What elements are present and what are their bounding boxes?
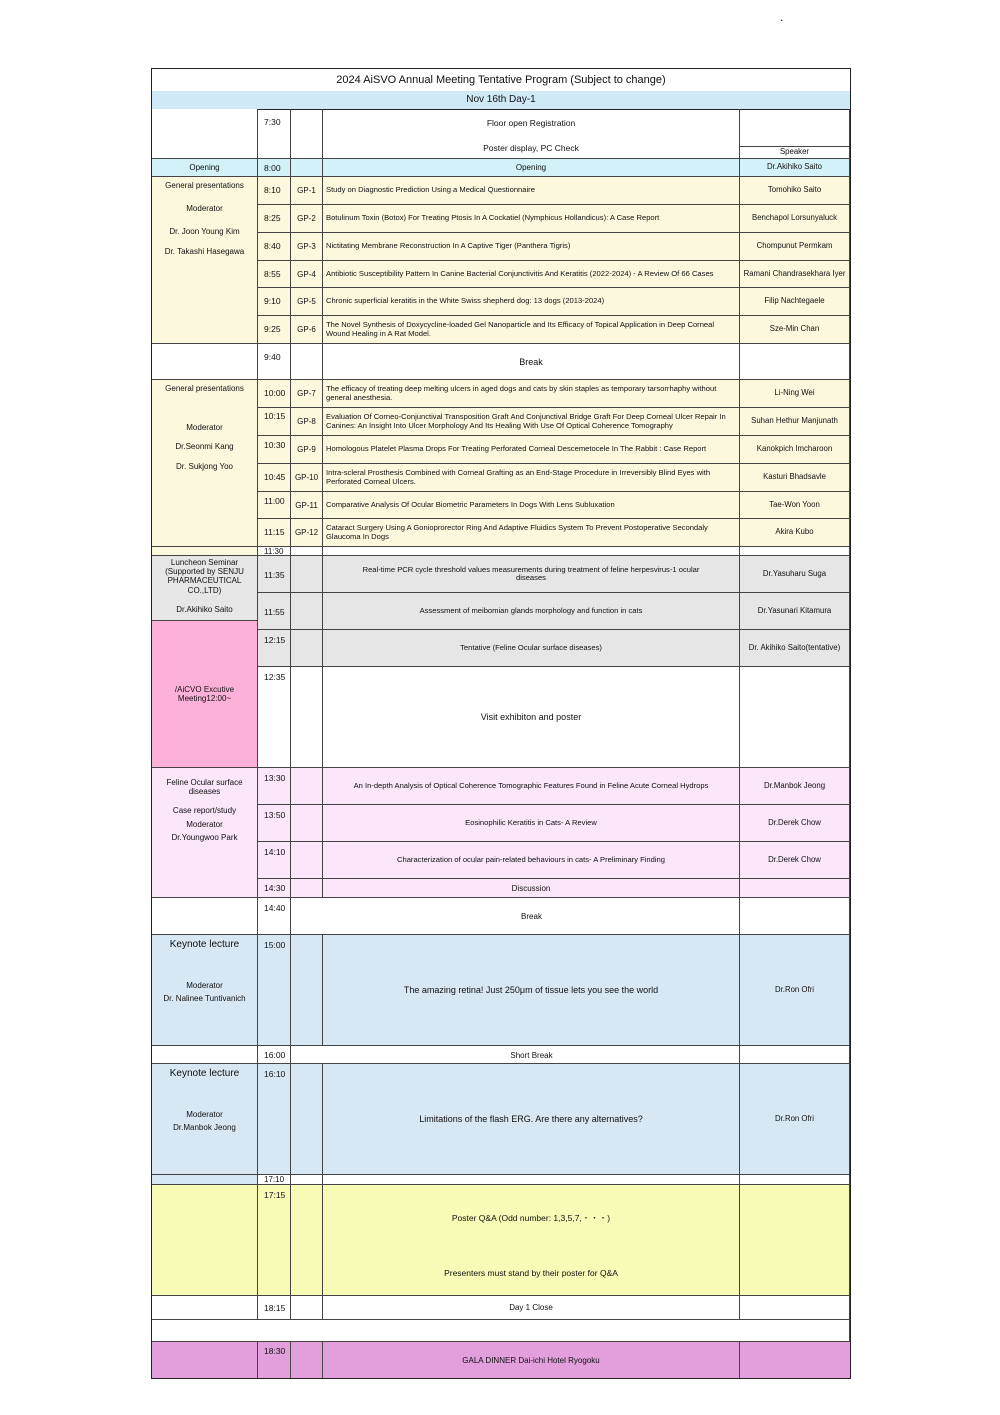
talk-title: Comparative Analysis Of Ocular Biometric Parameters In Dogs With Lens Subluxation bbox=[323, 492, 740, 519]
talk-title: Chronic superficial keratitis in the White Swiss shepherd dog: 13 dogs (2013-2024) bbox=[323, 288, 740, 316]
poster-line1: Poster Q&A (Odd number: 1,3,5,7,・・・) bbox=[451, 1213, 611, 1223]
talk-title: Study on Diagnostic Prediction Using a Medical Questionnaire bbox=[323, 177, 740, 205]
keynote1-label bbox=[152, 935, 258, 1046]
break-title: Break bbox=[521, 912, 542, 921]
session-subtype: Case report/study bbox=[172, 806, 237, 816]
code-cell bbox=[291, 1175, 323, 1185]
time-cell: 15:00 bbox=[258, 935, 291, 1046]
program-table bbox=[151, 68, 851, 1379]
session1-label bbox=[152, 177, 258, 344]
registration-label-cell bbox=[152, 109, 258, 159]
opening-speaker: Dr.Akihiko Saito bbox=[740, 159, 850, 177]
talk-speaker: Kasturi Bhadsavle bbox=[740, 464, 850, 492]
poster-label-cell bbox=[152, 1185, 258, 1296]
talk-code: GP-8 bbox=[291, 408, 323, 436]
code-cell bbox=[291, 556, 323, 593]
code-cell bbox=[291, 109, 323, 159]
time-cell: 16:10 bbox=[258, 1064, 291, 1175]
talk-title: Eosinophilic Keratitis in Cats- A Review bbox=[323, 805, 740, 842]
visit-title: Visit exhibiton and poster bbox=[323, 667, 740, 768]
session2-label bbox=[152, 380, 258, 547]
moderator-heading: Moderator bbox=[186, 980, 223, 990]
talk-code: GP-10 bbox=[291, 464, 323, 492]
gap-label-cell bbox=[152, 1175, 258, 1185]
speaker-cell-empty bbox=[740, 1185, 850, 1296]
speaker-cell-empty bbox=[740, 1296, 850, 1320]
talk-title: Nictitating Membrane Reconstruction In A Captive Tiger (Panthera Tigris) bbox=[323, 233, 740, 261]
speaker-cell-empty bbox=[740, 1046, 850, 1064]
time-cell: 10:00 bbox=[258, 380, 291, 408]
talk-speaker: Suhan Hethur Manjunath bbox=[740, 408, 850, 436]
time-cell: 10:15 bbox=[258, 408, 291, 436]
code-cell bbox=[291, 805, 323, 842]
time-cell: 16:00 bbox=[258, 1046, 291, 1064]
code-cell bbox=[291, 1064, 323, 1175]
keynote-heading: Keynote lecture bbox=[169, 939, 240, 950]
code-cell bbox=[291, 630, 323, 667]
talk-speaker: Sze-Min Chan bbox=[740, 316, 850, 344]
moderator-name: Dr.Seonmi Kang bbox=[175, 442, 234, 452]
break-label-cell bbox=[152, 1046, 258, 1064]
registration-line1: Floor open Registration bbox=[486, 118, 576, 128]
code-cell bbox=[291, 1185, 323, 1296]
moderator-name: Dr. Nalinee Tuntivanich bbox=[163, 993, 246, 1003]
executive-meeting-label: /AiCVO Excutive Meeting12:00~ bbox=[152, 621, 258, 768]
break-title: Break bbox=[323, 344, 740, 380]
talk-title: Homologous Platelet Plasma Drops For Treating Perforated Corneal Descemetocele In The Rabbit : Case Report bbox=[323, 436, 740, 464]
code-cell bbox=[291, 1342, 323, 1378]
time-cell: 10:30 bbox=[258, 436, 291, 464]
talk-speaker: Ramani Chandrasekhara Iyer bbox=[740, 261, 850, 288]
moderator-heading: Moderator bbox=[186, 423, 223, 433]
talk-speaker: Dr. Akihiko Saito(tentative) bbox=[740, 630, 850, 667]
talk-code: GP-3 bbox=[291, 233, 323, 261]
speaker-cell-empty bbox=[740, 344, 850, 380]
talk-title: Botulinum Toxin (Botox) For Treating Ptosis In A Cockatiel (Nymphicus Hollandicus): A Case Report bbox=[323, 205, 740, 233]
discussion-title: Discussion bbox=[323, 879, 740, 898]
talk-title: Characterization of ocular pain-related behaviours in cats- A Preliminary Finding bbox=[323, 842, 740, 879]
time-cell: 14:10 bbox=[258, 842, 291, 879]
time-cell: 14:40 bbox=[258, 898, 291, 935]
keynote2-title: Limitations of the flash ERG. Are there any alternatives? bbox=[323, 1064, 740, 1175]
speaker-cell-empty bbox=[740, 898, 850, 935]
time-cell: 9:25 bbox=[258, 316, 291, 344]
talk-speaker: Dr.Derek Chow bbox=[740, 842, 850, 879]
speaker-cell-empty bbox=[740, 547, 850, 556]
talk-speaker: Dr.Yasunari Kitamura bbox=[740, 593, 850, 630]
day-header: Nov 16th Day-1 bbox=[152, 91, 850, 110]
code-cell bbox=[291, 593, 323, 630]
program-title: 2024 AiSVO Annual Meeting Tentative Program (Subject to change) bbox=[152, 69, 850, 92]
registration-title-cell bbox=[323, 109, 740, 159]
code-cell bbox=[291, 879, 323, 898]
code-cell bbox=[291, 159, 323, 177]
moderator-name: Dr. Joon Young Kim bbox=[169, 227, 240, 237]
time-cell: 11:00 bbox=[258, 492, 291, 519]
close-title: Day 1 Close bbox=[323, 1296, 740, 1320]
talk-title: The efficacy of treating deep melting ulcers in aged dogs and cats by skin staples as temporary tarsorrhaphy without general anesthesia. bbox=[323, 380, 740, 408]
talk-title: Intra-scleral Prosthesis Combined with Corneal Grafting as an End-Stage Procedure in Irreversibly Blind Eyes with Perforated Corneal Ulcers. bbox=[323, 464, 740, 492]
luncheon-label bbox=[152, 556, 258, 621]
talk-title: Evaluation Of Corneo-Conjunctival Transposition Graft And Conjunctival Bridge Graft For Deep Corneal Ulcer Repair In Canines: An Insight Into Ulcer Morphology And Its Healing With Use Of Optical Coherence Tomography bbox=[323, 408, 740, 436]
time-cell: 17:15 bbox=[258, 1185, 291, 1296]
talk-title: Real-time PCR cycle threshold values measurements during treatment of feline herpesvirus-1 ocular diseases bbox=[323, 556, 740, 593]
close-label-cell bbox=[152, 1296, 258, 1320]
talk-code: GP-1 bbox=[291, 177, 323, 205]
short-break-wide bbox=[291, 1046, 740, 1064]
keynote2-label bbox=[152, 1064, 258, 1175]
talk-code: GP-2 bbox=[291, 205, 323, 233]
time-cell: 13:50 bbox=[258, 805, 291, 842]
title-cell-empty bbox=[323, 1175, 740, 1185]
talk-title: Cataract Surgery Using A Gonioprorector Ring And Adaptive Fluidics System To Prevent Postoperative Secondaly Glaucoma In Dogs bbox=[323, 519, 740, 547]
time-cell: 18:15 bbox=[258, 1296, 291, 1320]
session-type: General presentations bbox=[165, 384, 244, 393]
talk-code: GP-5 bbox=[291, 288, 323, 316]
luncheon-chair: Dr.Akihiko Saito bbox=[176, 604, 233, 614]
feline-session-label bbox=[152, 768, 258, 898]
code-cell bbox=[291, 768, 323, 805]
talk-speaker: Li-Ning Wei bbox=[740, 380, 850, 408]
talk-speaker: Benchapol Lorsunyaluck bbox=[740, 205, 850, 233]
gala-label-cell bbox=[152, 1342, 258, 1378]
speaker-cell-empty bbox=[740, 1342, 850, 1378]
time-cell: 9:10 bbox=[258, 288, 291, 316]
moderator-name: Dr.Youngwoo Park bbox=[171, 832, 238, 842]
blank-row bbox=[152, 1320, 850, 1342]
opening-section-label: Opening bbox=[152, 159, 258, 177]
talk-code: GP-7 bbox=[291, 380, 323, 408]
talk-title: Antibiotic Susceptibility Pattern In Canine Bacterial Conjunctivitis And Keratitis (2022-2024) - A Review Of 66 Cases bbox=[323, 261, 740, 288]
speaker-cell-empty bbox=[740, 879, 850, 898]
break-title-wide bbox=[291, 898, 740, 935]
code-cell bbox=[291, 935, 323, 1046]
title-cell-empty bbox=[323, 547, 740, 556]
keynote-heading: Keynote lecture bbox=[169, 1068, 240, 1079]
time-cell: 11:30 bbox=[258, 547, 291, 556]
speaker-cell-empty bbox=[740, 109, 850, 147]
gala-title: GALA DINNER Dai-ichi Hotel Ryogoku bbox=[323, 1342, 740, 1378]
talk-speaker: Dr.Manbok Jeong bbox=[740, 768, 850, 805]
corner-dot: . bbox=[780, 10, 784, 24]
time-cell: 12:15 bbox=[258, 630, 291, 667]
code-cell bbox=[291, 842, 323, 879]
time-cell: 18:30 bbox=[258, 1342, 291, 1378]
code-cell bbox=[291, 344, 323, 380]
moderator-heading: Moderator bbox=[186, 204, 223, 214]
speaker-column-header: Speaker bbox=[740, 147, 850, 159]
time-cell: 13:30 bbox=[258, 768, 291, 805]
talk-code: GP-11 bbox=[291, 492, 323, 519]
session-type: General presentations bbox=[165, 181, 244, 190]
gap-label-cell bbox=[152, 547, 258, 556]
talk-code: GP-12 bbox=[291, 519, 323, 547]
moderator-heading: Moderator bbox=[186, 1109, 223, 1119]
code-cell bbox=[291, 667, 323, 768]
short-break-title: Short Break bbox=[510, 1050, 553, 1060]
keynote1-speaker: Dr.Ron Ofri bbox=[740, 935, 850, 1046]
time-cell: 8:55 bbox=[258, 261, 291, 288]
talk-speaker: Tae-Won Yoon bbox=[740, 492, 850, 519]
time-cell: 11:35 bbox=[258, 556, 291, 593]
time-cell: 12:35 bbox=[258, 667, 291, 768]
talk-code: GP-4 bbox=[291, 261, 323, 288]
time-cell: 17:10 bbox=[258, 1175, 291, 1185]
poster-line2: Presenters must stand by their poster for Q&A bbox=[444, 1268, 618, 1278]
code-cell bbox=[291, 547, 323, 556]
talk-speaker: Dr.Yasuharu Suga bbox=[740, 556, 850, 593]
speaker-cell-empty bbox=[740, 1175, 850, 1185]
time-cell: 8:10 bbox=[258, 177, 291, 205]
time-cell: 11:15 bbox=[258, 519, 291, 547]
talk-title: An In-depth Analysis of Optical Coherence Tomographic Features Found in Feline Acute Corneal Hydrops bbox=[323, 768, 740, 805]
talk-title: Tentative (Feline Ocular surface diseases) bbox=[323, 630, 740, 667]
talk-code: GP-9 bbox=[291, 436, 323, 464]
keynote2-speaker: Dr.Ron Ofri bbox=[740, 1064, 850, 1175]
break-label-cell bbox=[152, 898, 258, 935]
talk-title: Assessment of meibomian glands morphology and function in cats bbox=[323, 593, 740, 630]
session-type: Feline Ocular surface diseases bbox=[166, 778, 243, 797]
talk-speaker: Dr.Derek Chow bbox=[740, 805, 850, 842]
time-cell: 9:40 bbox=[258, 344, 291, 380]
keynote1-title: The amazing retina! Just 250μm of tissue lets you see the world bbox=[323, 935, 740, 1046]
registration-line2: Poster display, PC Check bbox=[483, 143, 579, 153]
talk-speaker: Tomohiko Saito bbox=[740, 177, 850, 205]
poster-title-cell bbox=[323, 1185, 740, 1296]
moderator-name: Dr.Manbok Jeong bbox=[173, 1122, 236, 1132]
code-cell bbox=[291, 1296, 323, 1320]
talk-title: The Novel Synthesis of Doxycycline-loaded Gel Nanoparticle and Its Efficacy of Topical Application in Deep Corneal Wound Healing in A Rat Model. bbox=[323, 316, 740, 344]
time-cell: 11:55 bbox=[258, 593, 291, 630]
talk-speaker: Kanokpich Imcharoon bbox=[740, 436, 850, 464]
talk-code: GP-6 bbox=[291, 316, 323, 344]
time-cell: 8:00 bbox=[258, 159, 291, 177]
time-cell: 8:25 bbox=[258, 205, 291, 233]
moderator-name: Dr. Sukjong Yoo bbox=[176, 461, 233, 471]
talk-speaker: Chompunut Permkam bbox=[740, 233, 850, 261]
time-cell: 14:30 bbox=[258, 879, 291, 898]
time-cell: 7:30 bbox=[258, 109, 291, 159]
talk-speaker: Filip Nachtegaele bbox=[740, 288, 850, 316]
luncheon-title: Luncheon Seminar (Supported by SENJU PHARMACEUTICAL CO.,LTD) bbox=[165, 558, 244, 595]
moderator-heading: Moderator bbox=[186, 819, 223, 829]
opening-title: Opening bbox=[323, 159, 740, 177]
speaker-cell-empty bbox=[740, 667, 850, 768]
moderator-name: Dr. Takashi Hasegawa bbox=[164, 246, 245, 256]
time-cell: 8:40 bbox=[258, 233, 291, 261]
talk-speaker: Akira Kubo bbox=[740, 519, 850, 547]
time-cell: 10:45 bbox=[258, 464, 291, 492]
break-label-cell bbox=[152, 344, 258, 380]
